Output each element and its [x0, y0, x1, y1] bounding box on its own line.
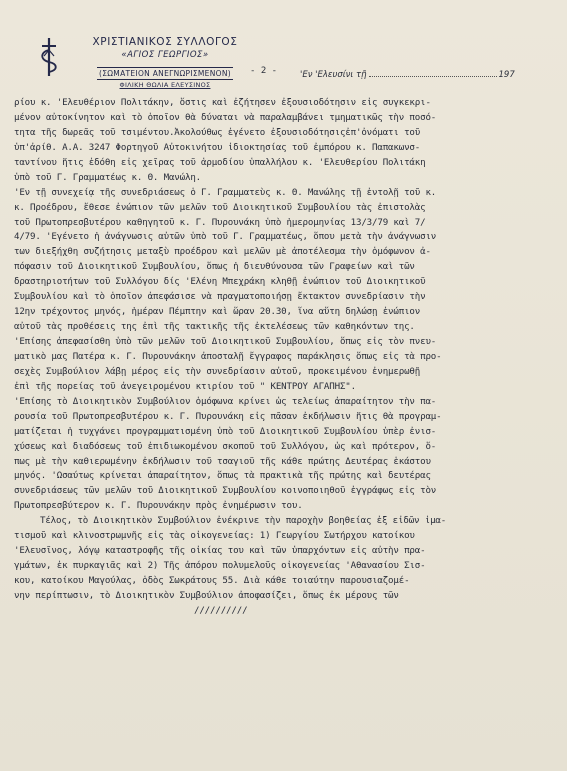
text-line: πόφασιν τοῦ Διοικητικοῦ Συμβουλίου, ὅπως ἡ διευθύνουσα τῶν Γραφείων καὶ τῶν — [14, 262, 415, 273]
text-line: συνεδριάσεως τῶν μελῶν τοῦ Διοικητικοῦ Συμβουλίου κοινοποιηθοῦ ἐγγράφως εἰς τὸν — [14, 486, 437, 497]
text-line: τοῦ Πρωτοπρεσβυτέρου καθηγητοῦ κ. Γ. Πυρουνάκη ὑπὸ ἡμερομηνίας 13/3/79 καὶ 7/ — [14, 217, 426, 228]
document-body — [14, 96, 562, 619]
text-line: ὑπὸ τοῦ Γ. Γραμματέως κ. Θ. Μανώλη. — [14, 172, 202, 183]
text-line: 'Ελευσῖνος, λόγῳ καταστροφῆς τῆς οἰκίας του καὶ τῶν ὑπαρχόντων εἰς αὐτὴν πρα- — [14, 546, 426, 557]
text-line: 'Επίσης ἀπεφασίσθη ὑπὸ τῶν μελῶν τοῦ Διοικητικοῦ Συμβουλίου, ὅπως εἰς τὸν πνευ- — [14, 337, 437, 347]
text-line: νην περίπτωσιν, τὸ Διοικητικὸν Συμβούλιον ἀποφασίζει, ὅπως ἐκ μέρους τῶν — [14, 590, 399, 601]
text-line: μένον αὐτοκίνητον καὶ τὸ ὁποῖον θὰ δύναται νὰ παραλαμβάνει τμηματικῶς τὴν ποσό- — [14, 112, 437, 123]
text-line: Πρωτοπρεσβύτερον κ. Γ. Πυρουνάκην πρὸς ἐνημέρωσιν του. — [14, 501, 303, 512]
text-line: ἐπὶ τῆς πορείας τοῦ ἀνεγειρομένου κτιρίου τοῦ " ΚΕΝΤΡΟΥ ΑΓΑΠΗΣ". — [14, 381, 356, 392]
page-number: - 2 - — [250, 66, 278, 76]
closing-slashes: ////////// — [194, 605, 248, 616]
text-line: πως μὲ τὴν καθιερωμένην ἐκδήλωσιν τοῦ τσαγιοῦ τῆς κάθε πρώτης Δευτέρας ἑκάστου — [14, 456, 431, 467]
text-line: 12ην τρέχοντος μηνός, ἡμέραν Πέμπτην καὶ ὥραν 20.30, ἵνα αὕτη δηλώσῃ ἐνώπιον — [14, 307, 421, 318]
text-line: γμάτων, ἐκ πυρκαγιᾶς καὶ 2) Τῆς ἀπόρου πολυμελοῦς οἰκογενείας 'Αθανασίου Σισ- — [14, 561, 426, 572]
cross-logo-icon — [38, 36, 60, 78]
letterhead — [70, 36, 260, 90]
text-line: 'Εν τῇ συνεχείᾳ τῆς συνεδριάσεως ὁ Γ. Γραμματεὺς κ. Θ. Μανώλης τῇ ἐντολῇ τοῦ κ. — [14, 187, 437, 198]
text-line: χύσεως καὶ διαδόσεως τοῦ ἐπιδιωκομένου σκοποῦ τοῦ Συλλόγου, ὡς καὶ πρότερον, ὅ- — [14, 441, 437, 452]
date-blank — [369, 76, 497, 77]
text-line: των διεξήχθη συζήτησις μεταξὺ προέδρου καὶ μελῶν μὲ ἀποτέλεσμα τὴν ὁμόφωνον ἀ- — [14, 247, 431, 258]
org-name: ΧΡΙΣΤΙΑΝΙΚΟΣ ΣΥΛΛΟΓΟΣ — [92, 36, 238, 48]
text-line: κου, κατοίκου Μαγούλας, ὁδὸς Σωκράτους 55. Διὰ κάθε τοιαύτην παρουσιαζομέ- — [14, 576, 410, 586]
text-line: ρουσία τοῦ Πρωτοπρεσβυτέρου κ. Γ. Πυρουνάκη εἰς πᾶσαν ἐκδήλωσιν ἥτις θὰ προγραμ- — [14, 411, 442, 422]
text-line: ρίου κ. 'Ελευθέριον Πολιτάκην, ὅστις καὶ ἐζήτησεν ἐξουσιοδότησιν εἰς συγκεκρι- — [14, 98, 431, 108]
text-line: δραστηριοτήτων τοῦ Συλλόγου δίς 'Ελένη Μπεχράκη κληθῇ ἐνώπιον τοῦ Διοικητικοῦ — [14, 277, 426, 288]
text-line: αὐτοῦ τὰς προθέσεις της ἐπὶ τῆς τακτικῆς τῆς ἐκτελέσεως τῶν καθηκόντων της. — [14, 322, 415, 333]
text-line: ματίζεται ἡ τυχγάνει προγραμματισμένη ὑπὸ τοῦ Διοικητικοῦ Συμβουλίου ὑπὲρ ἐνισ- — [14, 426, 437, 437]
org-motto: ΦΙΛΙΚΗ ΘΩΛΙΑ ΕΛΕΥΣΙΝΟΣ — [119, 81, 211, 89]
place-date-line — [300, 70, 530, 80]
text-line: κ. Προέδρου, ἔθεσε ἐνώπιον τῶν μελῶν τοῦ Διοικητικοῦ Συμβουλίου τὰς ἐπιστολὰς — [14, 202, 426, 213]
text-line: τητα τῆς δωρεᾶς τοῦ τσιμέντου.Ἀκολούθως ἐγένετο ἐξουσιοδότησιςἐπ'ὀνόματι τοῦ — [14, 127, 421, 138]
text-line: ταντίνου ἥτις ἐδόθη εἰς χεῖρας τοῦ ἁρμοδίου ὑπαλλήλου κ. 'Ελευθερίου Πολιτάκη — [14, 157, 426, 168]
place-year: 197 — [498, 70, 515, 80]
text-line: ὑπ'ἀρίθ. Α.Α. 3247 Φορτηγοῦ Αὐτοκινήτου ἰδιοκτησίας τοῦ ἐμπόρου κ. Παπακωνσ- — [14, 142, 421, 153]
place-prefix: 'Εν 'Ελευσίνι τῇ — [300, 70, 367, 80]
text-line: μηνός. 'Ωσαύτως κρίνεται ἀπαραίτητον, ὅπως τὰ πρακτικὰ τῆς πρώτης καὶ δευτέρας — [14, 471, 431, 482]
text-line: 4/79. 'Εγένετο ἡ ἀνάγνωσις αὐτῶν ὑπὸ τοῦ Γ. Γραμματέως, ὅπου μετὰ τὴν ἀνάγνωσιν — [14, 232, 437, 243]
text-line: Συμβουλίου καὶ τὸ ὁποῖον ἀπεφάσισε νὰ πραγματοποιήσῃ ἔκτακτον συνεδρίασιν τὴν — [14, 292, 426, 303]
org-subname: «ΑΓΙΟΣ ΓΕΩΡΓΙΟΣ» — [121, 50, 209, 60]
text-line: σεχὲς Συμβούλιον λάβῃ μέρος εἰς τὴν συνεδρίασιν αὐτοῦ, προκειμένου ἐνημερωθῇ — [14, 366, 421, 377]
text-line: Τέλος, τὸ Διοικητικὸν Συμβούλιον ἐνέκρινε τὴν παροχὴν βοηθείας ἐξ εἰδῶν ἱμα- — [40, 516, 447, 527]
text-line: τισμοῦ καὶ κλινοστρωμνῆς εἰς τὰς οἰκογενείας: 1) Γεωργίου Σωτήρχου κατοίκου — [14, 531, 415, 542]
text-line: 'Επίσης τὸ Διοικητικὸν Συμβούλιον ὁμόφωνα κρίνει ὡς τελείως ἀπαραίτητον τὴν πα- — [14, 396, 437, 407]
org-type: (ΣΩΜΑΤΕΙΟΝ ΑΝΕΓΝΩΡΙΣΜΕΝΟΝ) — [99, 69, 231, 78]
text-line: ματικὸ μας Πατέρα κ. Γ. Πυρουνάκην ἀποσταλῇ ἔγγραφος παράκλησις ὅπως εἰς τὰ προ- — [14, 351, 442, 362]
